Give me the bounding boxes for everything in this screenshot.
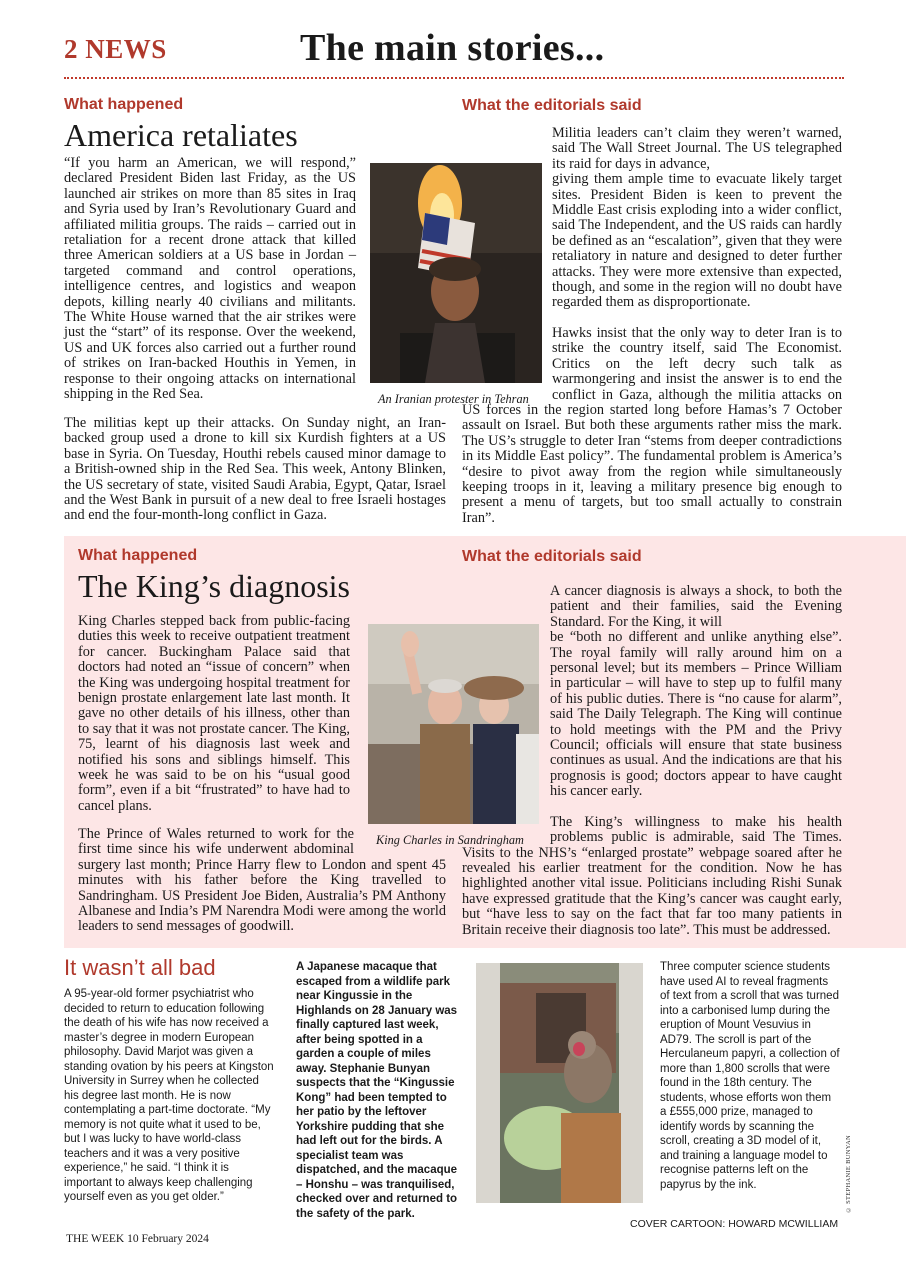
king-photo (368, 624, 539, 824)
not-all-bad-heading: It wasn’t all bad (64, 955, 216, 980)
not-all-bad-story-3: Three computer science students have used AI to reveal fragments of text from a scroll that was turned into a carbonised lump during the eruption of Mount Vesuvius in AD79. The scroll is part of the Herculaneum papyri, a collection of more than 1,800 scrolls that were found in the 18th century. The students, whose efforts won them a £555,000 prize, managed to identify words by scanning the scroll, creating a 3D model of it, and training a language model to recognise patterns left on the papyrus by the ink. (660, 961, 840, 1191)
not-all-bad-story-1: A 95-year-old former psychiatrist who decided to return to education following the death of his wife has now received a master’s degree in modern European philosophy. David Marjot was given a standing ovation by his peers at Kingston University in Surrey when he collected his degree last month. He is now contemplating a part-time doctorate. “My memory is not quite what it used to be, but I was lucky to have world-class teachers and it was a very positive experience,” he said. “I think it is important to always keep challenging yourself even as you get older.” (64, 988, 274, 1203)
story2-right-paragraph: The King’s willingness to make his health problems public is admirable, said The Times. Visits to the NHS’s “enlarged prostate” webpage soared after he revealed his earlier treatment for the condition. Now he has highlighted another vital issue. Politicians including Rishi Sunak have expressed gratitude that the King’s cancer was caught early, but “have less to say on the fact that far too many patients in Britain receive their diagnosis too late”. This must be addressed. (462, 813, 842, 938)
story2-kicker-right: What the editorials said (462, 548, 642, 565)
photo-credit: © STEPHANIE BUNYAN (845, 1135, 852, 1214)
king-photo-caption: King Charles in Sandringham (376, 833, 524, 847)
story1-left-paragraph: “If you harm an American, we will respond,” declared President Biden last Friday, as the US launched air strikes on more than 85 sites in Iraq and Syria used by Iran’s Revolutionary Guard and affiliated militia groups. The raids – carried out in retaliation for a recent drone attack that killed three American soldiers at a US base in Jordan – targeted command and control operations, intelligence centres, and logistics and weapon depots, killing nearly 40 civilians and militants. The White House warned that the air strikes were just the “start” of its response. Over the weekend, US and UK forces also carried out a further round of strikes on Iran-backed Houthis in Yemen, in response to their ongoing attacks on international shipping in the Red Sea. (64, 155, 356, 403)
page-number (64, 34, 167, 65)
publication-name: THE WEEK (66, 1233, 125, 1245)
footer-publication (66, 1233, 209, 1245)
story2-headline: The King’s diagnosis (78, 568, 350, 604)
story1-left-column-lower (64, 416, 446, 539)
page-number-digit: 2 (64, 34, 78, 64)
story2-left-column (78, 614, 350, 829)
story2-left-paragraph: King Charles stepped back from public-facing duties this week to receive outpatient treatment for cancer. Buckingham Palace said that doctors had noted an “issue of concern” when the King was undergoing hospital treatment for benign prostate enlargement late last month. It gave no other details of his illness, other than to say that it was not prostate cancer. The King, 75, learnt of his diagnosis last week and notified his sons and siblings himself. This week he was said to be on his “usual good form”, even if a bit “frustrated” to have had to cancel plans. (78, 613, 350, 814)
macaque-photo (476, 963, 643, 1203)
section-label: NEWS (85, 34, 167, 64)
story1-left-column (64, 156, 356, 418)
story1-kicker-right: What the editorials said (462, 97, 642, 114)
story1-right-paragraph: Hawks insist that the only way to deter Iran is to strike the country itself, said The Economist. Critics on the left decry such talk as warmongering and insist the answer is to end the conflict in Gaza, although the militia attacks on US forces in the region started long before Hamas’s 7 October assault on Israel. But both these arguments rather miss the mark. The US’s struggle to deter Iran “stems from deeper contradictions in its Middle East policy”. The fundamental problem is America’s “desire to pivot away from the region while simultaneously keeping troops in it, leaving a military presence big enough to present a menu of targets, but too small actually to constrain Iran”. (462, 324, 842, 526)
header-divider (64, 77, 844, 79)
story1-kicker-left: What happened (64, 96, 184, 113)
story1-right-paragraph: giving them ample time to evacuate likely target sites. President Biden is keen to prevent the Middle East crisis exploding into a wider conflict, said The Independent, and the US raids can hardly be defined as an “escalation”, given that they were retaliatory in nature and designed to deter further attacks. They were more extensive than expected, though, and some in the region will no doubt have regarded them as disproportionate. (552, 171, 842, 311)
protester-photo (370, 163, 542, 383)
page-title: The main stories... (300, 27, 605, 69)
not-all-bad-story-2: A Japanese macaque that escaped from a wildlife park near Kingussie in the Highlands on 28 January was finally captured last week, after being spotted in a garden a couple of miles away. Stephanie Bunyan suspects that the “Kingussie Kong” had been tempted to her patio by the leftover Yorkshire pudding that she had left out for the birds. A specialist team was dispatched, and the macaque – Honshu – was tranquilised, checked over and returned to the safety of the park. (296, 961, 458, 1220)
publication-date: 10 February 2024 (127, 1233, 209, 1245)
cover-credit: COVER CARTOON: HOWARD MCWILLIAM (630, 1218, 839, 1230)
story2-right-paragraph: be “both no different and unlike anything else”. The royal family will rally around him on a personal level; but its members – Prince William in particular – will have to step up to fulfil many of his public duties. There is “no cause for alarm”, said The Daily Telegraph. The King will continue to hold meetings with the PM and the Privy Council; officials will ensure that state business continues as usual. And the indications are that his prognosis is good; doctors appear to have caught his cancer early. (550, 629, 842, 800)
protester-photo-caption: An Iranian protester in Tehran (378, 392, 529, 406)
story2-left-paragraph: The Prince of Wales returned to work for the first time since his wife underwent abdominal surgery last month; Prince Harry flew to London and spent 45 minutes with his father before the King travelled to Sandringham. US President Joe Biden, Australia’s PM Anthony Albanese and India’s PM Narendra Modi were among the world leaders to send messages of goodwill. (78, 826, 446, 935)
story1-left-paragraph: The militias kept up their attacks. On Sunday night, an Iran-backed group used a drone to kill six Kurdish fighters at a US base in Syria. On Tuesday, Houthi rebels caused minor damage to a British-owned ship in the Red Sea. This week, Antony Blinken, the US secretary of state, visited Saudi Arabia, Egypt, Qatar, Israel and the West Bank in pursuit of a new deal to free Israeli hostages and end the four-month-long conflict in Gaza. (64, 415, 446, 524)
story2-right-intro: A cancer diagnosis is always a shock, to both the patient and their families, said the Evening Standard. For the King, it will (550, 583, 842, 630)
story2-kicker-left: What happened (78, 547, 198, 564)
story1-right-intro: Militia leaders can’t claim they weren’t warned, said The Wall Street Journal. The US telegraphed its raid for days in advance, (552, 125, 842, 172)
story1-headline: America retaliates (64, 117, 298, 153)
